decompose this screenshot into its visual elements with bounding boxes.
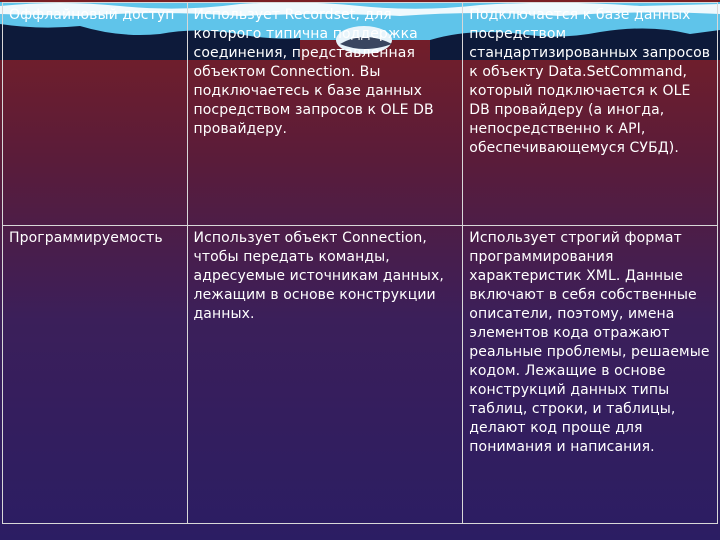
row-label: Оффлайновый доступ — [3, 3, 188, 226]
ado-cell: Использует объект Connection, чтобы передать команды, адресуемые источникам данных, лежащим в основе конструкции данных. — [187, 226, 463, 524]
adonet-cell: Использует строгий формат программирования характеристик XML. Данные включают в себя собственные описатели, поэтому, имена элементов кода отражают реальные проблемы, решаемые кодом. Лежащие в основе конструкций данных типы таблиц, строки, и таблицы, делают код проще для понимания и написания. — [463, 226, 718, 524]
comparison-table — [2, 2, 718, 524]
table-row — [3, 226, 718, 524]
ado-cell: Использует Recordset, для которого типична поддержка соединения, представленная объектом Connection. Вы подключаетесь к базе данных посредством запросов к OLE DB провайдеру. — [187, 3, 463, 226]
table-row — [3, 3, 718, 226]
row-label: Программируемость — [3, 226, 188, 524]
adonet-cell: Подключается к базе данных посредством стандартизированных запросов к объекту Data.SetCommand, который подключается к OLE DB провайдеру (а иногда, непосредственно к API, обеспечивающемуся СУБД). — [463, 3, 718, 226]
